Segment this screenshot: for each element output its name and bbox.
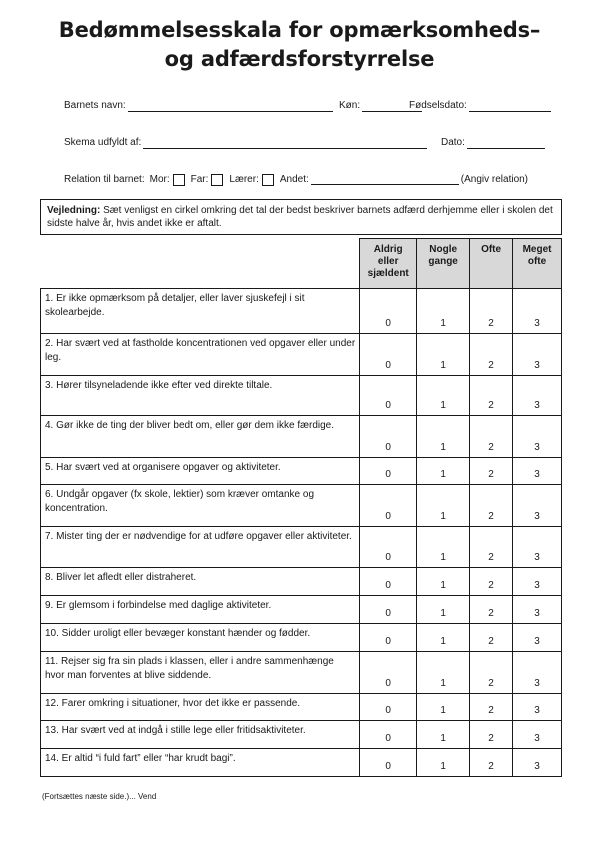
- rating-option-0[interactable]: 0: [360, 694, 417, 721]
- rating-option-3[interactable]: 3: [513, 721, 562, 749]
- rating-option-1[interactable]: 1: [417, 624, 470, 652]
- rating-option-3[interactable]: 3: [513, 416, 562, 458]
- rating-option-1[interactable]: 1: [417, 376, 470, 416]
- rating-option-1[interactable]: 1: [417, 334, 470, 376]
- rating-option-0[interactable]: 0: [360, 527, 417, 568]
- instructions-box: [40, 199, 562, 235]
- specify-relation-hint: (Angiv relation): [460, 174, 529, 185]
- rating-option-1[interactable]: 1: [417, 694, 470, 721]
- other-relation-line[interactable]: [311, 175, 459, 185]
- rating-option-3[interactable]: 3: [513, 334, 562, 376]
- item-text: 10. Sidder uroligt eller bevæger konstant hænder og fødder.: [41, 624, 360, 652]
- item-text: 2. Har svært ved at fastholde koncentrationen ved opgaver eller under leg.: [41, 334, 360, 376]
- rating-option-0[interactable]: 0: [360, 376, 417, 416]
- rating-row-3: [41, 376, 562, 416]
- rating-items: [41, 289, 562, 777]
- rating-option-2[interactable]: 2: [470, 485, 513, 527]
- rating-option-2[interactable]: 2: [470, 289, 513, 334]
- rating-option-0[interactable]: 0: [360, 416, 417, 458]
- rating-option-2[interactable]: 2: [470, 568, 513, 596]
- rating-row-7: [41, 527, 562, 568]
- father-checkbox[interactable]: [211, 174, 223, 186]
- header-spacer: [41, 239, 360, 289]
- rating-option-0[interactable]: 0: [360, 334, 417, 376]
- rating-option-0[interactable]: 0: [360, 596, 417, 624]
- rating-option-2[interactable]: 2: [470, 416, 513, 458]
- rating-option-2[interactable]: 2: [470, 694, 513, 721]
- rating-option-1[interactable]: 1: [417, 596, 470, 624]
- rating-option-0[interactable]: 0: [360, 749, 417, 777]
- date-line[interactable]: [467, 140, 545, 149]
- column-header-sometimes: Nogle gange: [417, 239, 470, 289]
- rating-row-12: [41, 694, 562, 721]
- relation-row: [64, 174, 528, 186]
- rating-row-13: [41, 721, 562, 749]
- rating-row-6: [41, 485, 562, 527]
- teacher-checkbox[interactable]: [262, 174, 274, 186]
- date-label: Dato:: [441, 137, 465, 148]
- instructions-heading: Vejledning:: [47, 205, 101, 216]
- filled-by-line[interactable]: [143, 140, 427, 149]
- rating-option-3[interactable]: 3: [513, 694, 562, 721]
- rating-option-3[interactable]: 3: [513, 749, 562, 777]
- rating-option-2[interactable]: 2: [470, 527, 513, 568]
- rating-row-14: [41, 749, 562, 777]
- father-label: Far:: [190, 174, 209, 185]
- item-text: 11. Rejser sig fra sin plads i klassen, eller i andre sammenhænge hvor man forventes at blive siddende.: [41, 652, 360, 694]
- rating-option-2[interactable]: 2: [470, 749, 513, 777]
- child-name-label: Barnets navn:: [64, 100, 126, 111]
- filled-by-label: Skema udfyldt af:: [64, 137, 142, 148]
- rating-option-0[interactable]: 0: [360, 485, 417, 527]
- rating-option-1[interactable]: 1: [417, 458, 470, 485]
- rating-row-9: [41, 596, 562, 624]
- child-name-line[interactable]: [128, 103, 333, 112]
- item-text: 14. Er altid “i fuld fart” eller “har krudt bagi”.: [41, 749, 360, 777]
- rating-option-1[interactable]: 1: [417, 568, 470, 596]
- column-header-often: Ofte: [470, 239, 513, 289]
- teacher-label: Lærer:: [229, 174, 259, 185]
- rating-option-3[interactable]: 3: [513, 568, 562, 596]
- rating-row-5: [41, 458, 562, 485]
- rating-row-11: [41, 652, 562, 694]
- birth-date-line[interactable]: [469, 103, 551, 112]
- rating-option-1[interactable]: 1: [417, 527, 470, 568]
- rating-row-2: [41, 334, 562, 376]
- mother-checkbox[interactable]: [173, 174, 185, 186]
- rating-option-3[interactable]: 3: [513, 527, 562, 568]
- form-title-line-1: Bedømmelsesskala for opmærksomheds–: [58, 18, 541, 42]
- rating-table: [40, 238, 562, 777]
- rating-option-2[interactable]: 2: [470, 596, 513, 624]
- item-text: 13. Har svært ved at indgå i stille lege eller fritidsaktiviteter.: [41, 721, 360, 749]
- rating-option-1[interactable]: 1: [417, 749, 470, 777]
- rating-option-2[interactable]: 2: [470, 624, 513, 652]
- rating-option-3[interactable]: 3: [513, 652, 562, 694]
- rating-option-1[interactable]: 1: [417, 485, 470, 527]
- child-name-field[interactable]: [64, 100, 333, 112]
- rating-option-1[interactable]: 1: [417, 416, 470, 458]
- filled-by-field[interactable]: [64, 137, 427, 149]
- rating-option-2[interactable]: 2: [470, 721, 513, 749]
- date-field[interactable]: [441, 137, 545, 149]
- rating-row-10: [41, 624, 562, 652]
- instructions-text: Sæt venligst en cirkel omkring det tal der bedst beskriver barnets adfærd derhjemme eller i skolen det sidste halve år, hvis andet ikke er aftalt.: [47, 205, 553, 229]
- sex-label: Køn:: [339, 100, 361, 111]
- rating-option-3[interactable]: 3: [513, 485, 562, 527]
- item-text: 12. Farer omkring i situationer, hvor det ikke er passende.: [41, 694, 360, 721]
- item-text: 4. Gør ikke de ting der bliver bedt om, eller gør dem ikke færdige.: [41, 416, 360, 458]
- rating-option-3[interactable]: 3: [513, 376, 562, 416]
- item-text: 3. Hører tilsyneladende ikke efter ved direkte tiltale.: [41, 376, 360, 416]
- item-text: 7. Mister ting der er nødvendige for at udføre opgaver eller aktiviteter.: [41, 527, 360, 568]
- rating-row-1: [41, 289, 562, 334]
- rating-option-0[interactable]: 0: [360, 624, 417, 652]
- rating-option-2[interactable]: 2: [470, 376, 513, 416]
- continued-note: (Fortsættes næste side.)... Vend: [42, 792, 157, 801]
- rating-option-3[interactable]: 3: [513, 289, 562, 334]
- rating-option-1[interactable]: 1: [417, 652, 470, 694]
- birth-date-field[interactable]: [409, 100, 551, 112]
- other-label: Andet:: [279, 174, 309, 185]
- rating-row-4: [41, 416, 562, 458]
- item-text: 8. Bliver let afledt eller distraheret.: [41, 568, 360, 596]
- rating-option-3[interactable]: 3: [513, 458, 562, 485]
- item-text: 5. Har svært ved at organisere opgaver og aktiviteter.: [41, 458, 360, 485]
- rating-option-2[interactable]: 2: [470, 458, 513, 485]
- mother-label: Mor:: [149, 174, 170, 185]
- rating-header-row: [41, 239, 562, 289]
- rating-row-8: [41, 568, 562, 596]
- form-title-line-2: og adfærdsforstyrrelse: [164, 47, 435, 71]
- relation-label: Relation til barnet:: [64, 174, 145, 185]
- item-text: 9. Er glemsom i forbindelse med daglige aktiviteter.: [41, 596, 360, 624]
- rating-option-2[interactable]: 2: [470, 652, 513, 694]
- rating-option-2[interactable]: 2: [470, 334, 513, 376]
- rating-option-3[interactable]: 3: [513, 624, 562, 652]
- item-text: 1. Er ikke opmærksom på detaljer, eller laver sjuskefejl i sit skolearbejde.: [41, 289, 360, 334]
- rating-option-1[interactable]: 1: [417, 289, 470, 334]
- rating-option-0[interactable]: 0: [360, 721, 417, 749]
- item-text: 6. Undgår opgaver (fx skole, lektier) som kræver omtanke og koncentration.: [41, 485, 360, 527]
- birth-date-label: Fødselsdato:: [409, 100, 467, 111]
- rating-option-0[interactable]: 0: [360, 458, 417, 485]
- rating-option-3[interactable]: 3: [513, 596, 562, 624]
- rating-option-0[interactable]: 0: [360, 568, 417, 596]
- rating-option-0[interactable]: 0: [360, 652, 417, 694]
- rating-option-0[interactable]: 0: [360, 289, 417, 334]
- rating-option-1[interactable]: 1: [417, 721, 470, 749]
- column-header-never: Aldrig eller sjældent: [360, 239, 417, 289]
- column-header-very-often: Meget ofte: [513, 239, 562, 289]
